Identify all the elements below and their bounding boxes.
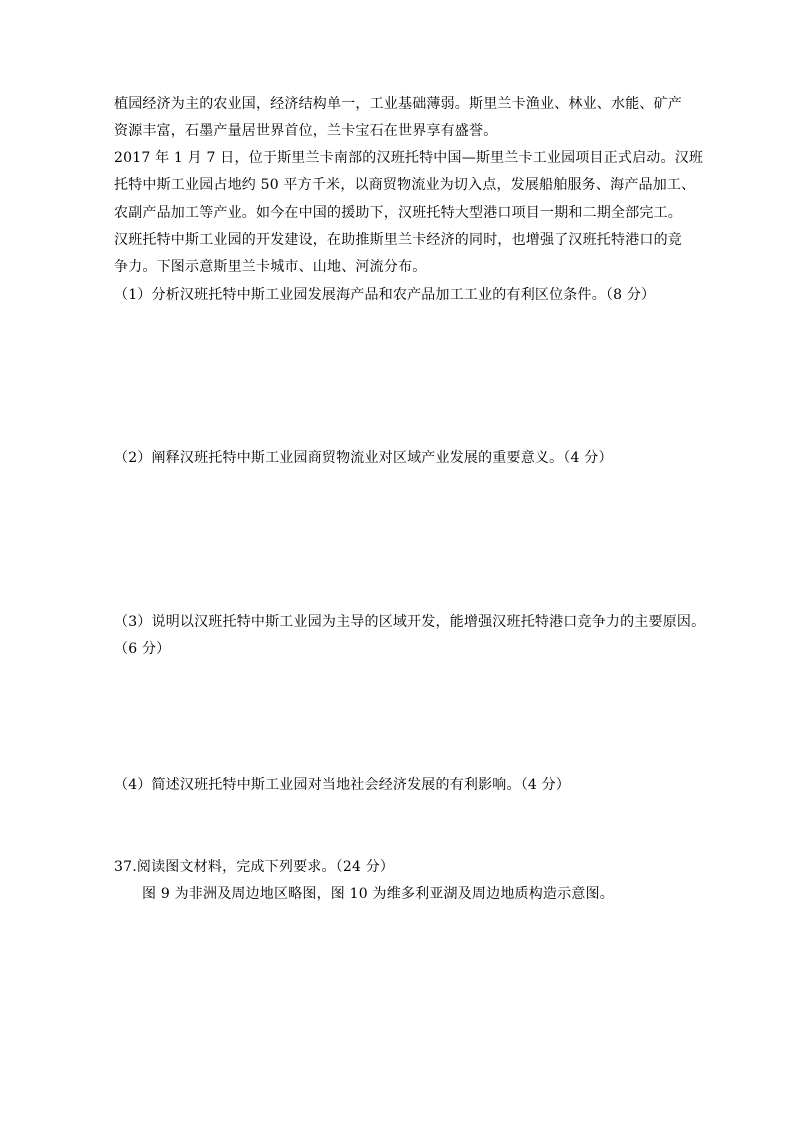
intro-line-6: 汉班托特中斯工业园的开发建设，在助推斯里兰卡经济的同时，也增强了汉班托特港口的竞 (114, 232, 682, 248)
question-2: （2）阐释汉班托特中斯工业园商贸物流业对区域产业发展的重要意义。（4 分） (114, 450, 613, 466)
intro-line-5: 农副产品加工等产业。如今在中国的援助下，汉班托特大型港口项目一期和二期全部完工。 (114, 205, 682, 221)
question-3-line-2: （6 分） (114, 641, 171, 657)
intro-line-7: 争力。下图示意斯里兰卡城市、山地、河流分布。 (114, 259, 427, 275)
question-3-line-1: （3）说明以汉班托特中斯工业园为主导的区域开发，能增强汉班托特港口竞争力的主要原因。 (114, 614, 706, 630)
intro-line-3: 2017 年 1 月 7 日，位于斯里兰卡南部的汉班托特中国—斯里兰卡工业园项目正式启动。汉班 (114, 150, 704, 166)
intro-line-4: 托特中斯工业园占地约 50 平方千米，以商贸物流业为切入点，发展船舶服务、海产品加工、 (114, 177, 696, 193)
question-4: （4）简述汉班托特中斯工业园对当地社会经济发展的有利影响。（4 分） (114, 777, 571, 793)
intro-line-2: 资源丰富，石墨产量居世界首位，兰卡宝石在世界享有盛誉。 (114, 123, 498, 139)
question-37-title: 37.阅读图文材料，完成下列要求。（24 分） (114, 859, 395, 875)
question-37-body: 图 9 为非洲及周边地区略图，图 10 为维多利亚湖及周边地质构造示意图。 (142, 886, 614, 902)
intro-line-1: 植园经济为主的农业国，经济结构单一，工业基础薄弱。斯里兰卡渔业、林业、水能、矿产 (114, 96, 682, 112)
question-1: （1）分析汉班托特中斯工业园发展海产品和农产品加工工业的有利区位条件。（8 分） (114, 287, 656, 303)
